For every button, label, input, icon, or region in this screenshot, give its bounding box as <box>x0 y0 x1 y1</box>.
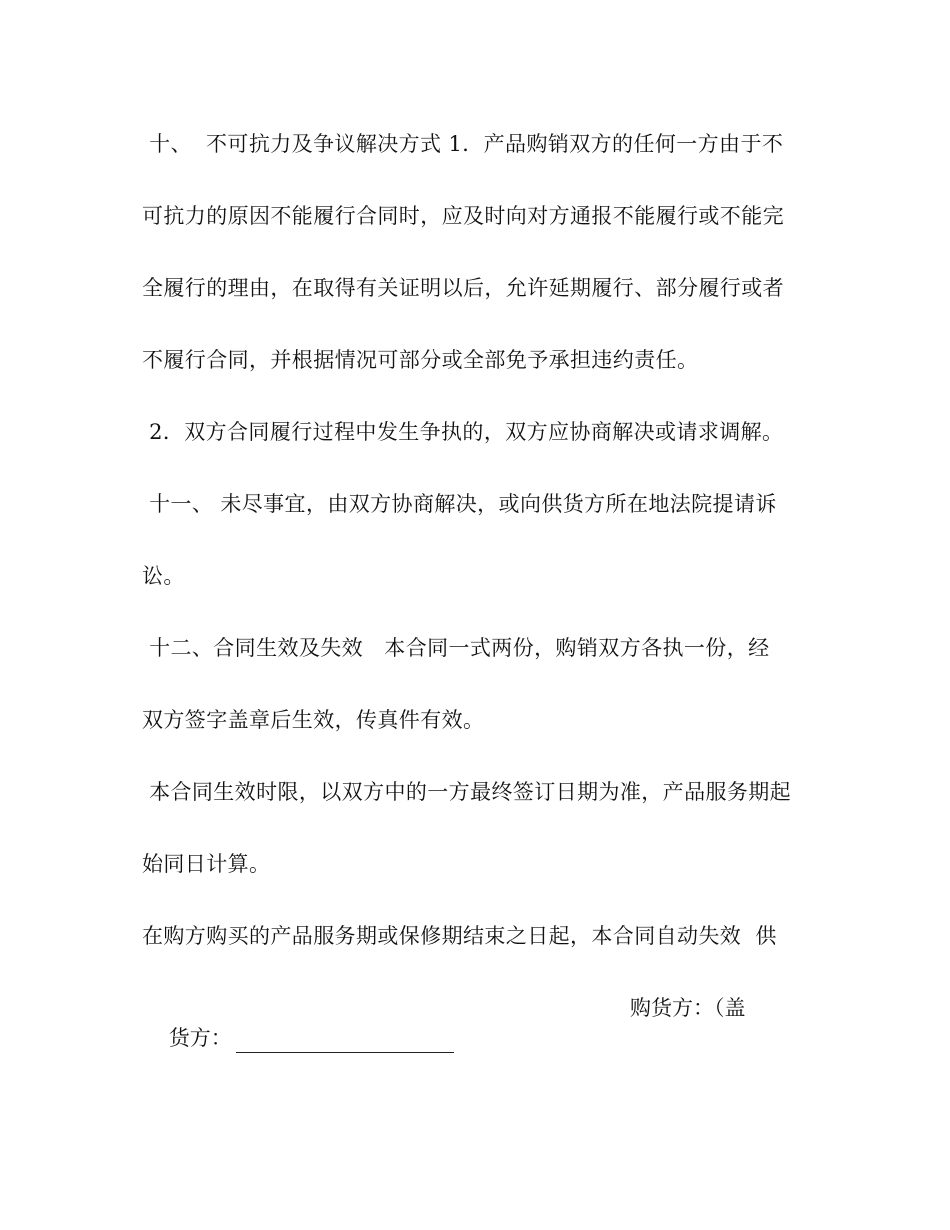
clause-10-line-4: 不履行合同，并根据情况可部分或全部免予承担违约责任。 <box>142 348 699 372</box>
clause-11-line-2: 讼。 <box>142 564 185 588</box>
supplier-label: 货方： <box>168 1026 232 1050</box>
effective-term-line-1: 本合同生效时限，以双方中的一方最终签订日期为准，产品服务期起 <box>142 780 792 804</box>
expiry-line: 在购方购买的产品服务期或保修期结束之日起，本合同自动失效 供 <box>142 924 777 948</box>
clause-10-line-1: 十、 不可抗力及争议解决方式 1．产品购销双方的任何一方由于不 <box>142 132 784 156</box>
buyer-signature-label: 购货方：（盖 <box>630 996 746 1020</box>
effective-term-line-2: 始同日计算。 <box>142 852 271 876</box>
clause-10-item-2: 2．双方合同履行过程中发生争执的，双方应协商解决或请求调解。 <box>142 420 784 444</box>
clause-12-line-1: 十二、合同生效及失效 本合同一式两份，购销双方各执一份，经 <box>142 636 770 660</box>
clause-10-line-3: 全履行的理由，在取得有关证明以后，允许延期履行、部分履行或者 <box>142 276 784 300</box>
supplier-signature <box>142 993 454 1083</box>
supplier-signature-blank <box>236 1030 454 1053</box>
clause-11-line-1: 十一、 未尽事宜，由双方协商解决，或向供货方所在地法院提请诉 <box>142 492 777 516</box>
clause-12-line-2: 双方签字盖章后生效，传真件有效。 <box>142 708 485 732</box>
clause-10-line-2: 可抗力的原因不能履行合同时，应及时向对方通报不能履行或不能完 <box>142 204 784 228</box>
